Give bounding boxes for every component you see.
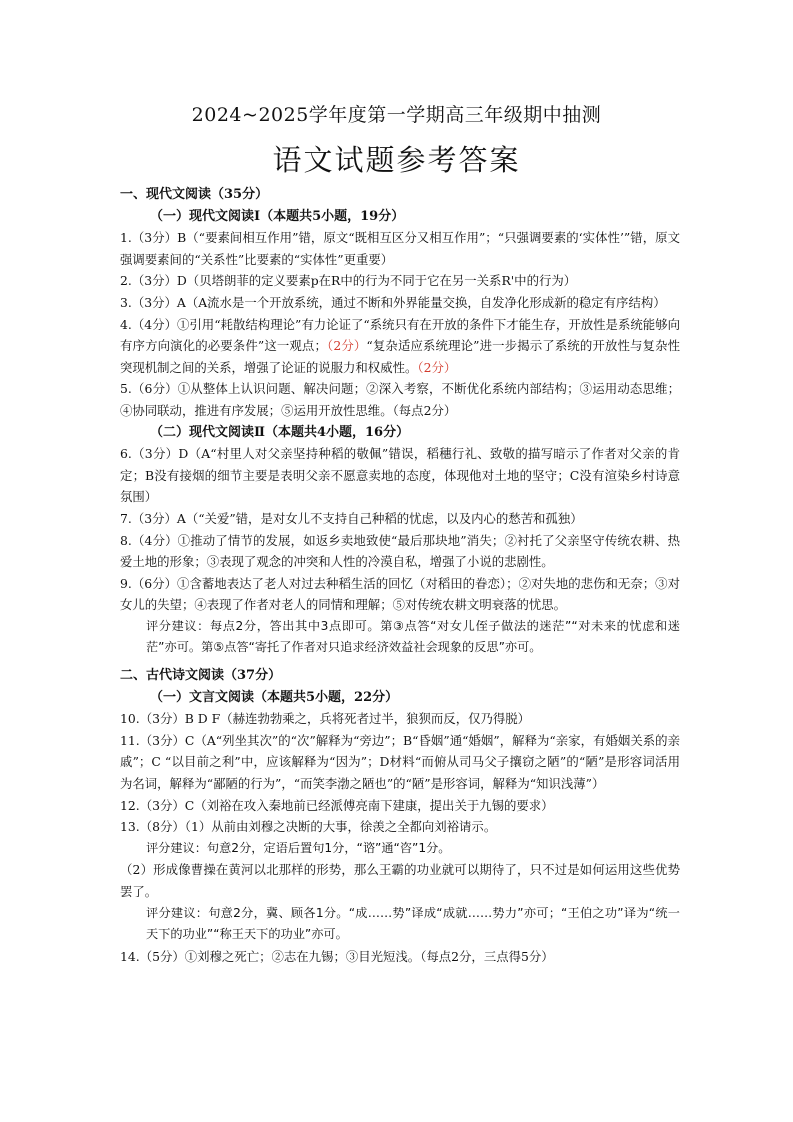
answer-q1: 1.（3分）B（“要素间相互作用”错，原文“既相互区分又相互作用”；“只强调要素的‘实体性’”错，原文强调要素间的“关系性”比要素的“实体性”更重要） <box>120 230 680 267</box>
scoring-note-q13-1: 评分建议：句意2分，定语后置句1分，“谘”通“咨”1分。 <box>146 840 451 855</box>
answer-q6: 6.（3分）D（A“村里人对父亲坚持种稻的敬佩”错误，稻穗行礼、致敬的描写暗示了作者对父亲的肯定；B没有接烟的细节主要是表明父亲不愿意卖地的态度，体现他对土地的坚守；C没有渲染乡村诗意氛围） <box>120 446 680 505</box>
section-heading-classical-reading: 二、古代诗文阅读（37分） <box>120 668 282 684</box>
answer-q4 <box>120 314 680 379</box>
answer-q12: 12.（3分）C（刘裕在攻入秦地前已经派傅亮南下建康，提出关于九锡的要求） <box>120 797 554 813</box>
answer-q4-part2: “复杂适应系统理论”进一步揭示了系统的开放性与复杂性突现机制之间的关系，增强了论证的说服力和权威性。 <box>120 338 680 375</box>
answer-q2: 2.（3分）D（贝塔朗菲的定义要素p在R中的行为不同于它在另一关系R'中的行为） <box>120 273 577 289</box>
answer-q7: 7.（3分）A（“关爱”错，是对女儿不支持自己种稻的忧虑，以及内心的愁苦和孤独） <box>120 510 583 526</box>
answer-q4-part1: 4.（4分）①引用“耗散结构理论”有力论证了“系统只有在开放的条件下才能生存，开放性是系统能够向有序方向演化的必要条件”这一观点； <box>120 316 680 354</box>
score-mark: （2分） <box>417 359 457 375</box>
answer-q3: 3.（3分）A（A流水是一个开放系统，通过不断和外界能量交换，自发净化形成新的稳定有序结构） <box>120 294 666 310</box>
answer-q8: 8.（4分）①推动了情节的发展，如返乡卖地致使“最后那块地”消失；②衬托了父亲坚守传统农耕、热爱土地的形象；③表现了观念的冲突和人性的冷漠自私，增强了小说的悲剧性。 <box>120 532 680 570</box>
answer-q13-part2: （2）形成像曹操在黄河以北那样的形势，那么王霸的功业就可以期待了，只不过是如何运用这些优势罢了。 <box>120 862 680 899</box>
scoring-note-q13-2: 评分建议：句意2分，冀、顾各1分。“成……势”译成“成就……势力”亦可；“王伯之功”译为“统一天下的功业”“称王天下的功业”亦可。 <box>146 905 680 942</box>
answer-q11: 11.（3分）C（A“列坐其次”的“次”解释为“旁边”；B“昏姻”通“婚姻”，解释为“亲家，有婚姻关系的亲戚”；C “以目前之利”中，应该解释为“因为”；D材料“而俯从司马父子攘窃之陋”的“陋”是形容词活用为名词，解释为“鄙陋的行为”，“而笑李渤之陋也”的“陋”是形容词，解释为“知识浅薄”） <box>120 732 680 792</box>
answer-key-title: 语文试题参考答案 <box>272 143 521 177</box>
answer-q5: 5.（6分）①从整体上认识问题、解决问题；②深入考察，不断优化系统内部结构；③运用动态思维；④协同联动，推进有序发展；⑤运用开放性思维。（每点2分） <box>120 381 680 418</box>
answer-content <box>120 184 680 967</box>
subsection-heading-modern-reading-2: （二）现代文阅读Ⅱ（本题共4小题，16分） <box>150 424 410 440</box>
section-heading-modern-reading: 一、现代文阅读（35分） <box>120 187 269 202</box>
answer-q13-part1: 13.（8分）（1）从前由刘穆之决断的大事，徐羡之全都向刘裕请示。 <box>120 819 497 835</box>
exam-title: 2024~2025学年度第一学期高三年级期中抽测 <box>191 104 602 126</box>
scoring-note-q9: 评分建议：每点2分，答出其中3点即可。第③点答“对女儿侄子做法的迷茫”“对未来的忧虑和迷茫”亦可。第⑤点答“寄托了作者对只追求经济效益社会现象的反思”亦可。 <box>146 618 680 655</box>
answer-q10: 10.（3分）B D F（赫连勃勃乘之，兵将死者过半，狼狈而反，仅乃得脱） <box>120 711 531 727</box>
subsection-heading-classical-prose: （一）文言文阅读（本题共5小题，22分） <box>150 689 399 705</box>
score-mark: （2分） <box>326 338 367 354</box>
answer-q9: 9.（6分）①含蓄地表达了老人对过去种稻生活的回忆（对稻田的眷恋）；②对失地的悲伤和无奈；③对女儿的失望；④表现了作者对老人的同情和理解；⑤对传统农耕文明衰落的忧思。 <box>120 575 680 613</box>
answer-q14: 14.（5分）①刘穆之死亡；②志在九锡；③目光短浅。（每点2分，三点得5分） <box>120 948 554 964</box>
subsection-heading-modern-reading-1: （一）现代文阅读Ⅰ（本题共5小题，19分） <box>150 208 405 224</box>
